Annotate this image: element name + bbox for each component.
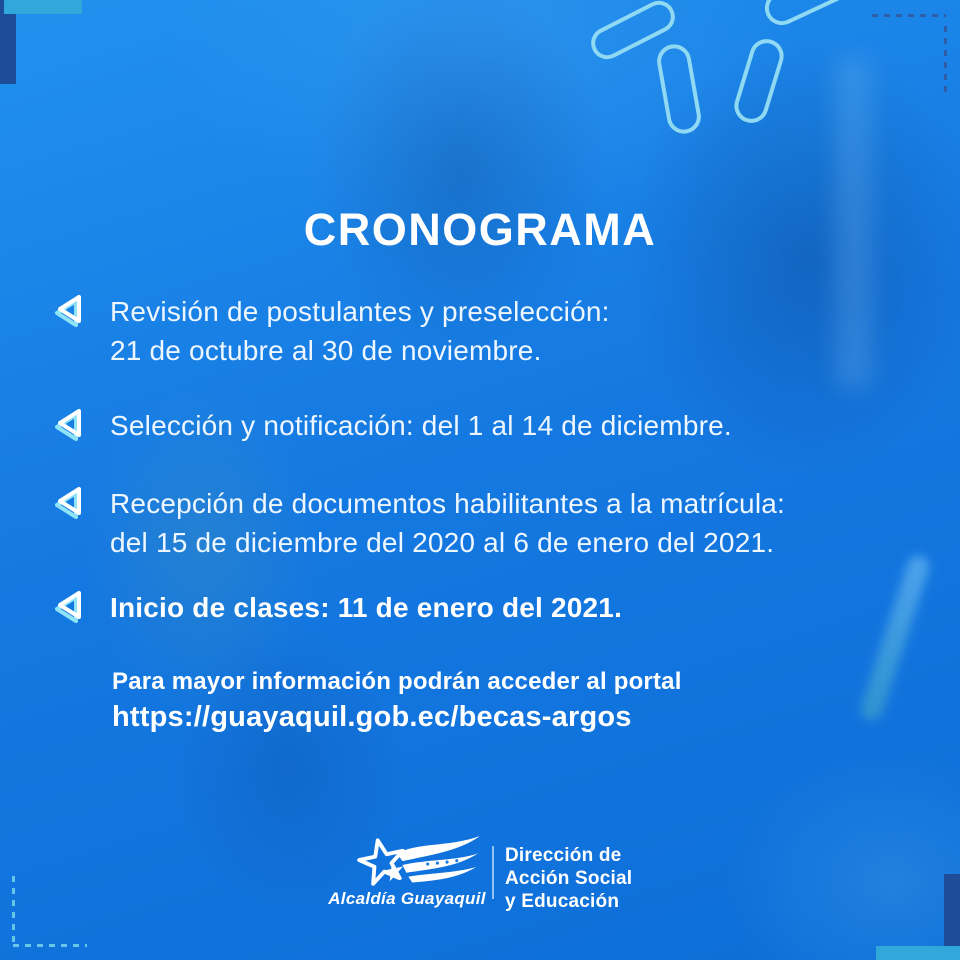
department-line: Acción Social [505,868,633,889]
star-flag-logo-icon [352,834,484,896]
department-name [505,844,632,913]
schedule-item-line1: Selección y notificación: del 1 al 14 de diciembre. [110,410,732,441]
corner-cyan-bar-bottom-right [876,946,960,960]
dashed-line-top-right-vertical [944,22,947,92]
schedule-item-line2: 21 de octubre al 30 de noviembre. [110,335,542,366]
burst-ray-icon [654,42,703,137]
triangle-bullet-icon [54,590,84,626]
department-line: y Educación [505,891,620,912]
triangle-bullet-icon [54,294,84,330]
background-pencil-blur [858,553,932,723]
schedule-item [54,484,785,562]
dashed-line-top-right-horizontal [872,14,946,17]
dashed-line-bottom-left-vertical [12,876,15,942]
dashed-line-bottom-left-horizontal [13,944,87,947]
corner-navy-block-bottom-right [944,874,960,948]
portal-url: https://guayaquil.gob.ec/becas-argos [112,701,632,733]
schedule-item-line1: Revisión de postulantes y preselección: [110,296,610,327]
schedule-item [54,292,610,370]
brand-name: Alcaldía Guayaquil [328,889,486,908]
footer-divider [492,846,494,899]
burst-ray-icon [759,0,860,31]
schedule-item-line2: del 15 de diciembre del 2020 al 6 de enero del 2021. [110,527,775,558]
triangle-bullet-icon [54,486,84,522]
schedule-item [54,406,732,445]
burst-ray-icon [730,35,788,127]
department-line: Dirección de [505,845,622,866]
schedule-item-line1: Inicio de clases: 11 de enero del 2021. [110,592,623,623]
portal-info-text: Para mayor información podrán acceder al portal [112,668,682,695]
triangle-bullet-icon [54,408,84,444]
page-title: CRONOGRAMA [303,204,657,255]
schedule-item [54,588,622,627]
corner-cyan-bar-top-left [4,0,82,14]
schedule-item-line1: Recepción de documentos habilitantes a la matrícula: [110,488,786,519]
portal-info-block [112,666,682,736]
